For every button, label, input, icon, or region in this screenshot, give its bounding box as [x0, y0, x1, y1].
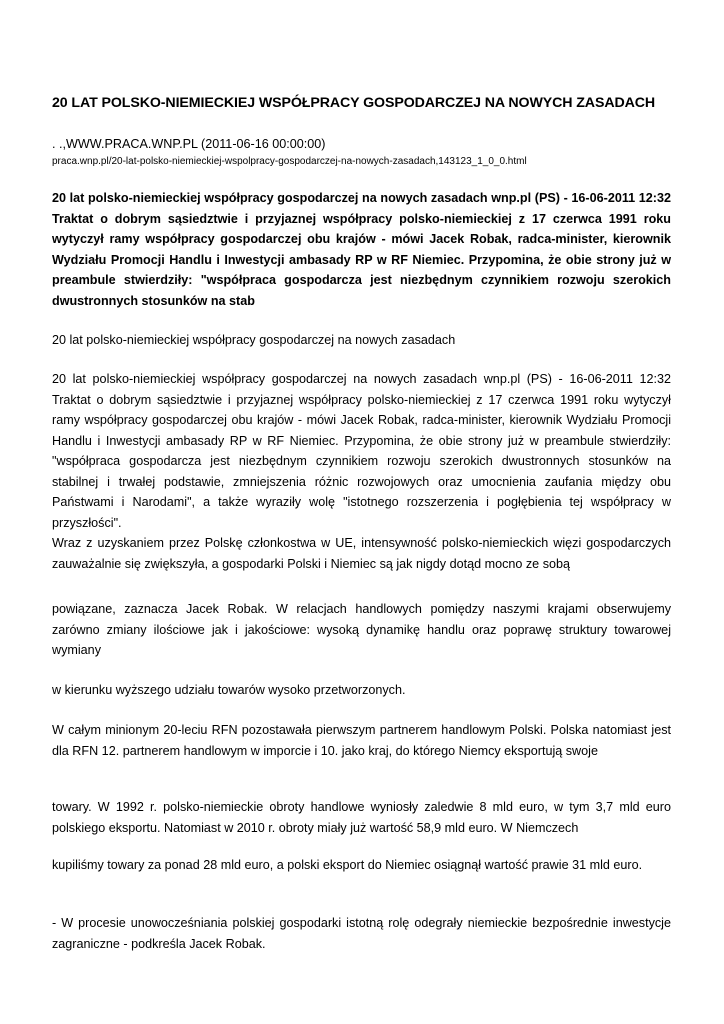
lead-paragraph: 20 lat polsko-niemieckiej współpracy gospodarczej na nowych zasadach wnp.pl (PS) - 16-06-2011 12:32 Traktat o dobrym sąsiedztwie i przyjaznej współpracy polsko-niemieckiej z 17 czerwca 1991 roku wytyczył ramy współpracy gospodarczej obu krajów - mówi Jacek Robak, radca-minister, kierownik Wydziału Promocji Handlu i Inwestycji ambasady RP w RF Niemiec. Przypomina, że obie strony już w preambule stwierdziły: "współpraca gospodarcza jest niezbędnym czynnikiem rozwoju szerokich dwustronnych stosunków na stab: [52, 191, 671, 308]
article-title: 20 LAT POLSKO-NIEMIECKIEJ WSPÓŁPRACY GOSPODARCZEJ NA NOWYCH ZASADACH: [52, 95, 656, 111]
body-paragraph: W całym minionym 20-leciu RFN pozostawała pierwszym partnerem handlowym Polski. Polska natomiast jest dla RFN 12. partnerem handlowym w imporcie i 10. jako kraj, do którego Niemcy eksportują swoje: [52, 723, 671, 758]
body-paragraph: - W procesie unowocześniania polskiej gospodarki istotną rolę odegrały niemieckie bezpośrednie inwestycje zagraniczne - podkreśla Jacek Robak.: [52, 916, 671, 951]
body-paragraph: 20 lat polsko-niemieckiej współpracy gospodarczej na nowych zasadach wnp.pl (PS) - 16-06-2011 12:32 Traktat o dobrym sąsiedztwie i przyjaznej współpracy polsko-niemieckiej z 17 czerwca 1991 roku wytyczył ramy współpracy gospodarczej obu krajów - mówi Jacek Robak, radca-minister, kierownik Wydziału Promocji Handlu i Inwestycji ambasady RP w RF Niemiec. Przypomina, że obie strony już w preambule stwierdziły: "współpraca gospodarcza jest niezbędnym czynnikiem rozwoju szerokich dwustronnych stosunków na stabilnej i trwałej podstawie, zmniejszenia różnic rozwojowych oraz umocnienia zaufania między obu Państwami i Narodami", a także wyraziły wolę "istotnego rozszerzenia i pogłębienia tej współpracy w przyszłości". Wraz z uzyskaniem przez Polskę członkostwa w UE, intensywność polsko-niemieckich więzi gospodarczych zauważalnie się zwiększyła, a gospodarki Polski i Niemiec są jak nigdy dotąd mocno ze sobą: [52, 372, 671, 571]
body-paragraph: powiązane, zaznacza Jacek Robak. W relacjach handlowych pomiędzy naszymi krajami obserwujemy zarówno zmiany ilościowe jak i jakościowe: wysoką dynamikę handlu oraz poprawę struktury towarowej wymiany: [52, 602, 671, 657]
body-paragraph: towary. W 1992 r. polsko-niemieckie obroty handlowe wyniosły zaledwie 8 mld euro, w tym 3,7 mld euro polskiego eksportu. Natomiast w 2010 r. obroty miały już wartość 58,9 mld euro. W Niemczech: [52, 800, 671, 835]
article-subtitle: 20 lat polsko-niemieckiej współpracy gospodarczej na nowych zasadach: [52, 333, 456, 347]
body-paragraph: kupiliśmy towary za ponad 28 mld euro, a polski eksport do Niemiec osiągnął wartość prawie 31 mld euro.: [52, 858, 643, 872]
source-line: . .,WWW.PRACA.WNP.PL (2011-06-16 00:00:00): [52, 137, 326, 151]
article-url: praca.wnp.pl/20-lat-polsko-niemieckiej-wspolpracy-gospodarczej-na-nowych-zasadach,143123_1_0_0.html: [52, 156, 527, 167]
body-paragraph: w kierunku wyższego udziału towarów wysoko przetworzonych.: [52, 683, 406, 697]
